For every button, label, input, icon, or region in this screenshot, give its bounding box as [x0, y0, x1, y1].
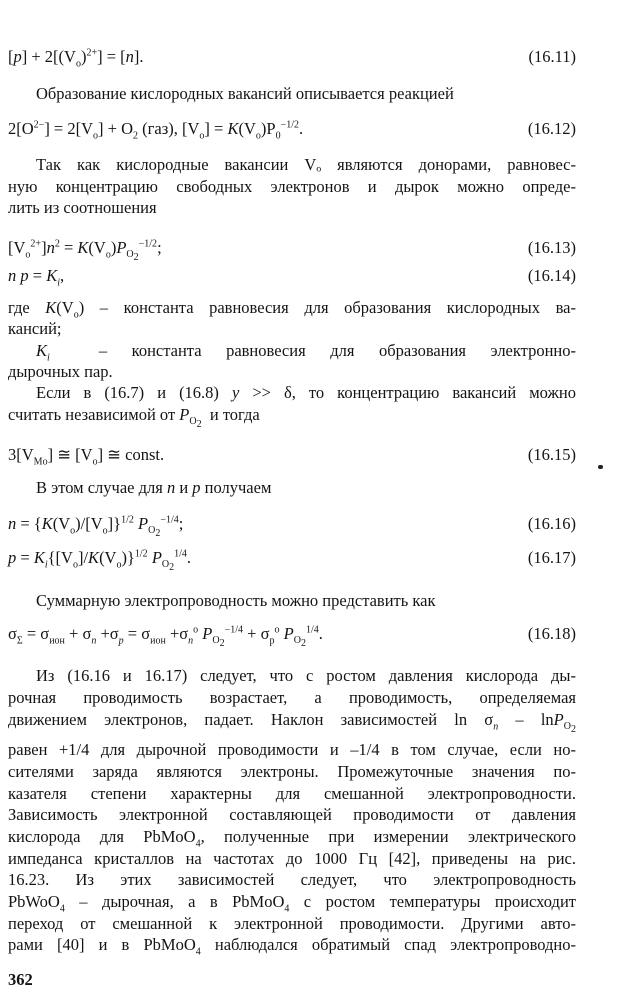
page-number: 362: [8, 970, 33, 989]
text-line: кислорода для PbMoO$_4$, полученные при измерении электрического: [8, 827, 576, 850]
equation-number: (16.12): [527, 119, 576, 138]
paragraph-6-line-13: [0, 935, 629, 961]
paragraph-3-line-6: [0, 405, 629, 431]
text-line: лить из соотношения: [8, 198, 157, 217]
text-line: движением электронов, падает. Наклон зависимостей $\ln \sigma_n - \ln P_{O_2}$: [8, 710, 576, 736]
equation-number: (16.16): [527, 514, 576, 533]
equation-16-17: [0, 548, 629, 574]
text-line: Зависимость электронной составляющей проводимости от давления: [8, 805, 576, 824]
text-line: где $K(V_o)$ – константа равновесия для образования кислородных ва-: [8, 298, 576, 321]
equation-16-13: [0, 238, 629, 264]
equation-number: (16.15): [527, 445, 576, 464]
equation-16-14: [0, 266, 629, 292]
equation-16-18: [0, 624, 629, 650]
text-line: переход от смешанной к электронной проводимости. Другими авто-: [8, 914, 576, 933]
paragraph-4: [0, 478, 629, 504]
paragraph-2-line-3: [0, 198, 629, 224]
equation-text: $[V_o^{2+}]n^2 = K(V_o)P_{O_2}^{-1/2}$;: [8, 238, 162, 264]
text-line: Если в (16.7) и (16.8) y >> δ, то концентрацию вакансий можно: [36, 383, 576, 402]
text-line: рочная проводимость возрастает, а проводимость, определяемая: [8, 688, 576, 707]
text-line: кансий;: [8, 319, 62, 338]
text-line: В этом случае для n и p получаем: [36, 478, 272, 497]
text-line: ную концентрацию свободных электронов и дырок можно опреде-: [8, 177, 576, 196]
equation-16-16: [0, 514, 629, 540]
text-line: Образование кислородных вакансий описывается реакцией: [36, 84, 454, 103]
equation-16-11: [0, 47, 629, 73]
equation-number: (16.17): [527, 548, 576, 567]
text-line: 16.23. Из этих зависимостей следует, что электропроводность: [8, 870, 576, 889]
text-line: рами [40] и в PbMoO$_4$ наблюдался обратимый спад электропроводно-: [8, 935, 576, 958]
text-line: равен +1/4 для дырочной проводимости и –1/4 в том случае, если но-: [8, 740, 576, 759]
equation-text: $2[O^{2-}] = 2[V_o] + O_2$ (газ), $[V_o] = K(V_o)P_0^{-1/2}$.: [8, 119, 304, 142]
equation-text: n $p = K_i$,: [8, 266, 65, 289]
equation-text: $\sigma_\Sigma = \sigma_{ион} + \sigma_n +\sigma_p = \sigma_{ион} +\sigma_n^o$ $P_{O_2}^{-1/4} + \sigma_p^o$ $P_{O_2}^{1/4}$.: [8, 624, 323, 650]
equation-number: (16.13): [527, 238, 576, 257]
ink-mark: [598, 465, 603, 469]
equation-16-15: [0, 445, 629, 471]
text-line: $K_i$ – константа равновесия для образования электронно-: [36, 341, 576, 364]
text-line: PbWoO$_4$ – дырочная, а в PbMoO$_4$ с ростом температуры происходит: [8, 892, 576, 915]
text-line: казателя степени характерны для смешанной электропроводности.: [8, 784, 576, 803]
equation-text: $3[V_{Mo}]$ ≅ $[V_o]$ ≅ const.: [8, 445, 165, 468]
text-line: сителями заряда являются электроны. Промежуточные значения по-: [8, 762, 576, 781]
equation-number: (16.11): [528, 47, 576, 66]
equation-text: $n = \{K(V_o)/[V_o]\}^{1/2}$ $P_{O_2}^{-1/4}$;: [8, 514, 184, 540]
text-line: Из (16.16 и 16.17) следует, что с ростом давления кислорода ды-: [36, 666, 576, 685]
equation-text: $p = K_i\{[V_o]/K(V_o)\}^{1/2}$ $P_{O_2}^{1/4}$.: [8, 548, 192, 574]
text-line: импеданса кристаллов на частотах до 1000 Гц [42], приведены на рис.: [8, 849, 576, 868]
equation-number: (16.18): [527, 624, 576, 643]
paragraph-6-line-3: [0, 710, 629, 736]
text-line: Суммарную электропроводность можно представить как: [36, 591, 436, 610]
paragraph-5: [0, 591, 629, 617]
text-line: считать независимой от $P_{O_2}$ и тогда: [8, 405, 260, 431]
text-line: дырочных пар.: [8, 362, 113, 381]
paragraph-1: [0, 84, 629, 110]
equation-text: $[p] + 2[(V_o)^{2+}] = [n]$.: [8, 47, 144, 70]
equation-number: (16.14): [527, 266, 576, 285]
text-line: Так как кислородные вакансии Vₒ являются донорами, равновес-: [36, 155, 576, 174]
equation-16-12: [0, 119, 629, 145]
